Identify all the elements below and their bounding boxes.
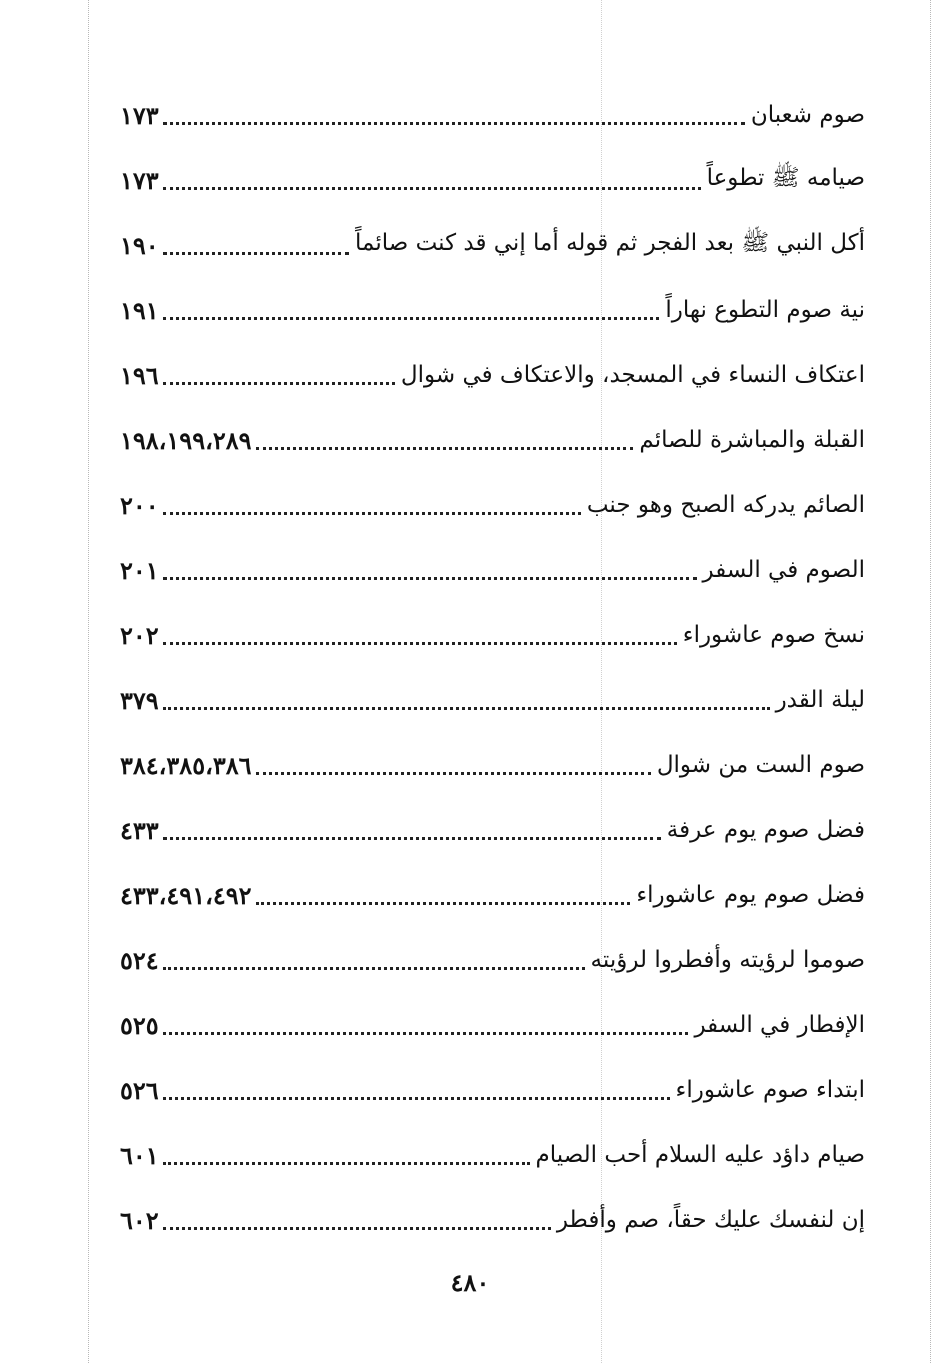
toc-entry [120,1135,865,1175]
toc-entry-page: ٢٠٠ [120,490,159,520]
toc-entry [120,940,865,980]
toc-entry-title: صوم شعبان [750,102,865,128]
toc-entry-page: ١٩٨،١٩٩،٢٨٩ [120,425,252,455]
toc-entry-title: نية صوم التطوع نهاراً [665,297,865,323]
toc-entry [120,290,865,330]
dot-leader [163,382,395,385]
toc-entry-title: أكل النبي ﷺ بعد الفجر ثم قوله أما إني قد كنت صائماً [355,230,865,256]
toc-entry-page: ٥٢٥ [120,1010,159,1040]
toc-entry [120,95,865,135]
toc-entry [120,875,865,915]
toc-entry-page: ٦٠١ [120,1140,159,1170]
dot-leader [256,772,651,775]
dot-leader [163,967,585,970]
toc-entry-title: الصوم في السفر [702,557,865,583]
dot-leader [163,1227,551,1230]
toc-entry-title: ابتداء صوم عاشوراء [675,1077,865,1103]
toc-entry-page: ٥٢٤ [120,945,159,975]
toc-entry-title: اعتكاف النساء في المسجد، والاعتكاف في شوال [400,362,865,388]
toc-entry-page: ٥٢٦ [120,1075,159,1105]
toc-entry-title: صوموا لرؤيته وأفطروا لرؤيته [590,947,865,973]
dot-leader [163,512,581,515]
toc-entry-title: ليلة القدر [775,687,865,713]
toc-entry [120,420,865,460]
toc-entry-page: ١٩٠ [120,230,159,260]
toc-entry-page: ٢٠٢ [120,620,159,650]
toc-entry [120,680,865,720]
toc-entry-page: ١٧٣ [120,165,159,195]
toc-entry-page: ٣٨٤،٣٨٥،٣٨٦ [120,750,252,780]
toc-entry [120,550,865,590]
toc-entry [120,485,865,525]
toc-entry-title: صوم الست من شوال [656,752,865,778]
toc-entry-page: ١٩٦ [120,360,159,390]
toc-entry [120,1200,865,1240]
dot-leader [163,122,745,125]
dot-leader [163,707,770,710]
toc-entry [120,160,865,200]
toc-entry-title: نسخ صوم عاشوراء [682,622,865,648]
toc-entry [120,745,865,785]
toc-entry-title: صيام داؤد عليه السلام أحب الصيام [535,1142,865,1168]
dot-leader [163,1162,530,1165]
margin-guide-right [930,0,931,1363]
toc-entry-title: الصائم يدركه الصبح وهو جنب [586,492,865,518]
toc-entry-page: ٢٠١ [120,555,159,585]
toc-entry-page: ١٩١ [120,295,159,325]
toc-entry-title: فضل صوم يوم عاشوراء [636,882,865,908]
toc-entry-title: فضل صوم يوم عرفة [666,817,865,843]
toc-entry [120,1005,865,1045]
toc-entry-page: ٦٠٢ [120,1205,159,1235]
toc-entry-page: ٤٣٣،٤٩١،٤٩٢ [120,880,252,910]
toc-entry-title: صيامه ﷺ تطوعاً [706,165,865,191]
page-number: ٤٨٠ [450,1268,490,1297]
dot-leader [163,577,697,580]
dot-leader [163,1097,670,1100]
toc-entry-title: إن لنفسك عليك حقاً، صم وأفطر [556,1207,865,1233]
toc-entry [120,1070,865,1110]
dot-leader [163,837,661,840]
toc-entry-title: الإفطار في السفر [694,1012,865,1038]
toc-entry-title: القبلة والمباشرة للصائم [639,427,865,453]
dot-leader [163,252,349,255]
dot-leader [163,317,660,320]
toc-entry-page: ٤٣٣ [120,815,159,845]
dot-leader [256,447,634,450]
dot-leader [163,187,701,190]
toc-entry [120,615,865,655]
toc-entry [120,355,865,395]
toc-entry [120,810,865,850]
toc-entry-page: ٣٧٩ [120,685,159,715]
dot-leader [163,1032,689,1035]
margin-guide-left [88,0,89,1363]
dot-leader [256,902,631,905]
dot-leader [163,642,677,645]
toc-entry-page: ١٧٣ [120,100,159,130]
toc-entry [120,225,865,265]
